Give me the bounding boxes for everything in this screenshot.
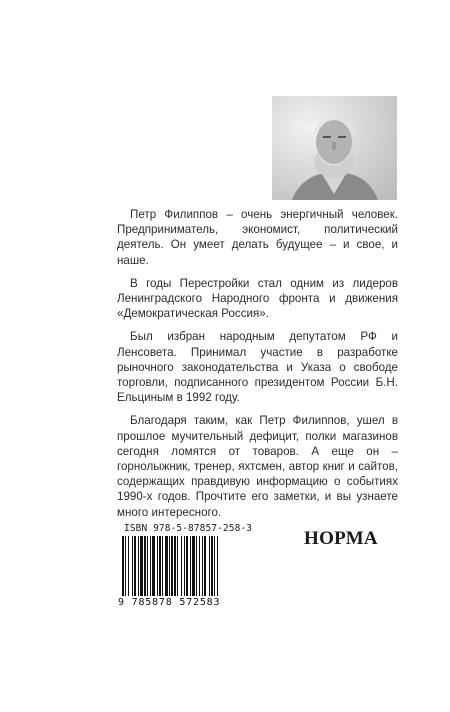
paragraph-3: Был избран народным депутатом РФ и Ленсовета. Принимал участие в разработке рыночного законодательства и Указа о свободе торговли, подписанного президентом России Б.Н. Ельциным в 1992 году. <box>117 330 398 405</box>
author-portrait-icon <box>272 96 397 200</box>
paragraph-2: В годы Перестройки стал одним из лидеров Ленинградского Народного фронта и движения «Демократическая Россия». <box>117 276 398 321</box>
barcode-number: 9 785878 572583 <box>118 597 221 608</box>
paragraph-4: Благодаря таким, как Петр Филиппов, ушел в прошлое мучительный дефицит, полки магазинов сегодня ломятся от товаров. А еще он – горнолыжник, тренер, яхтсмен, автор книг и сайтов, содержащих правдивую информацию о событиях 1990-х годов. Прочтите его заметки, и вы узнаете много интересного. <box>117 414 398 519</box>
blurb-text <box>117 207 398 528</box>
publisher-logo: НОРМА <box>304 528 378 549</box>
paragraph-1: Петр Филиппов – очень энергичный человек. Предприниматель, экономист, политический деятель. Он умеет делать будущее – и свое, и наше. <box>117 208 398 267</box>
author-photo <box>272 96 397 200</box>
isbn-label: ISBN 978-5-87857-258-3 <box>124 523 253 534</box>
